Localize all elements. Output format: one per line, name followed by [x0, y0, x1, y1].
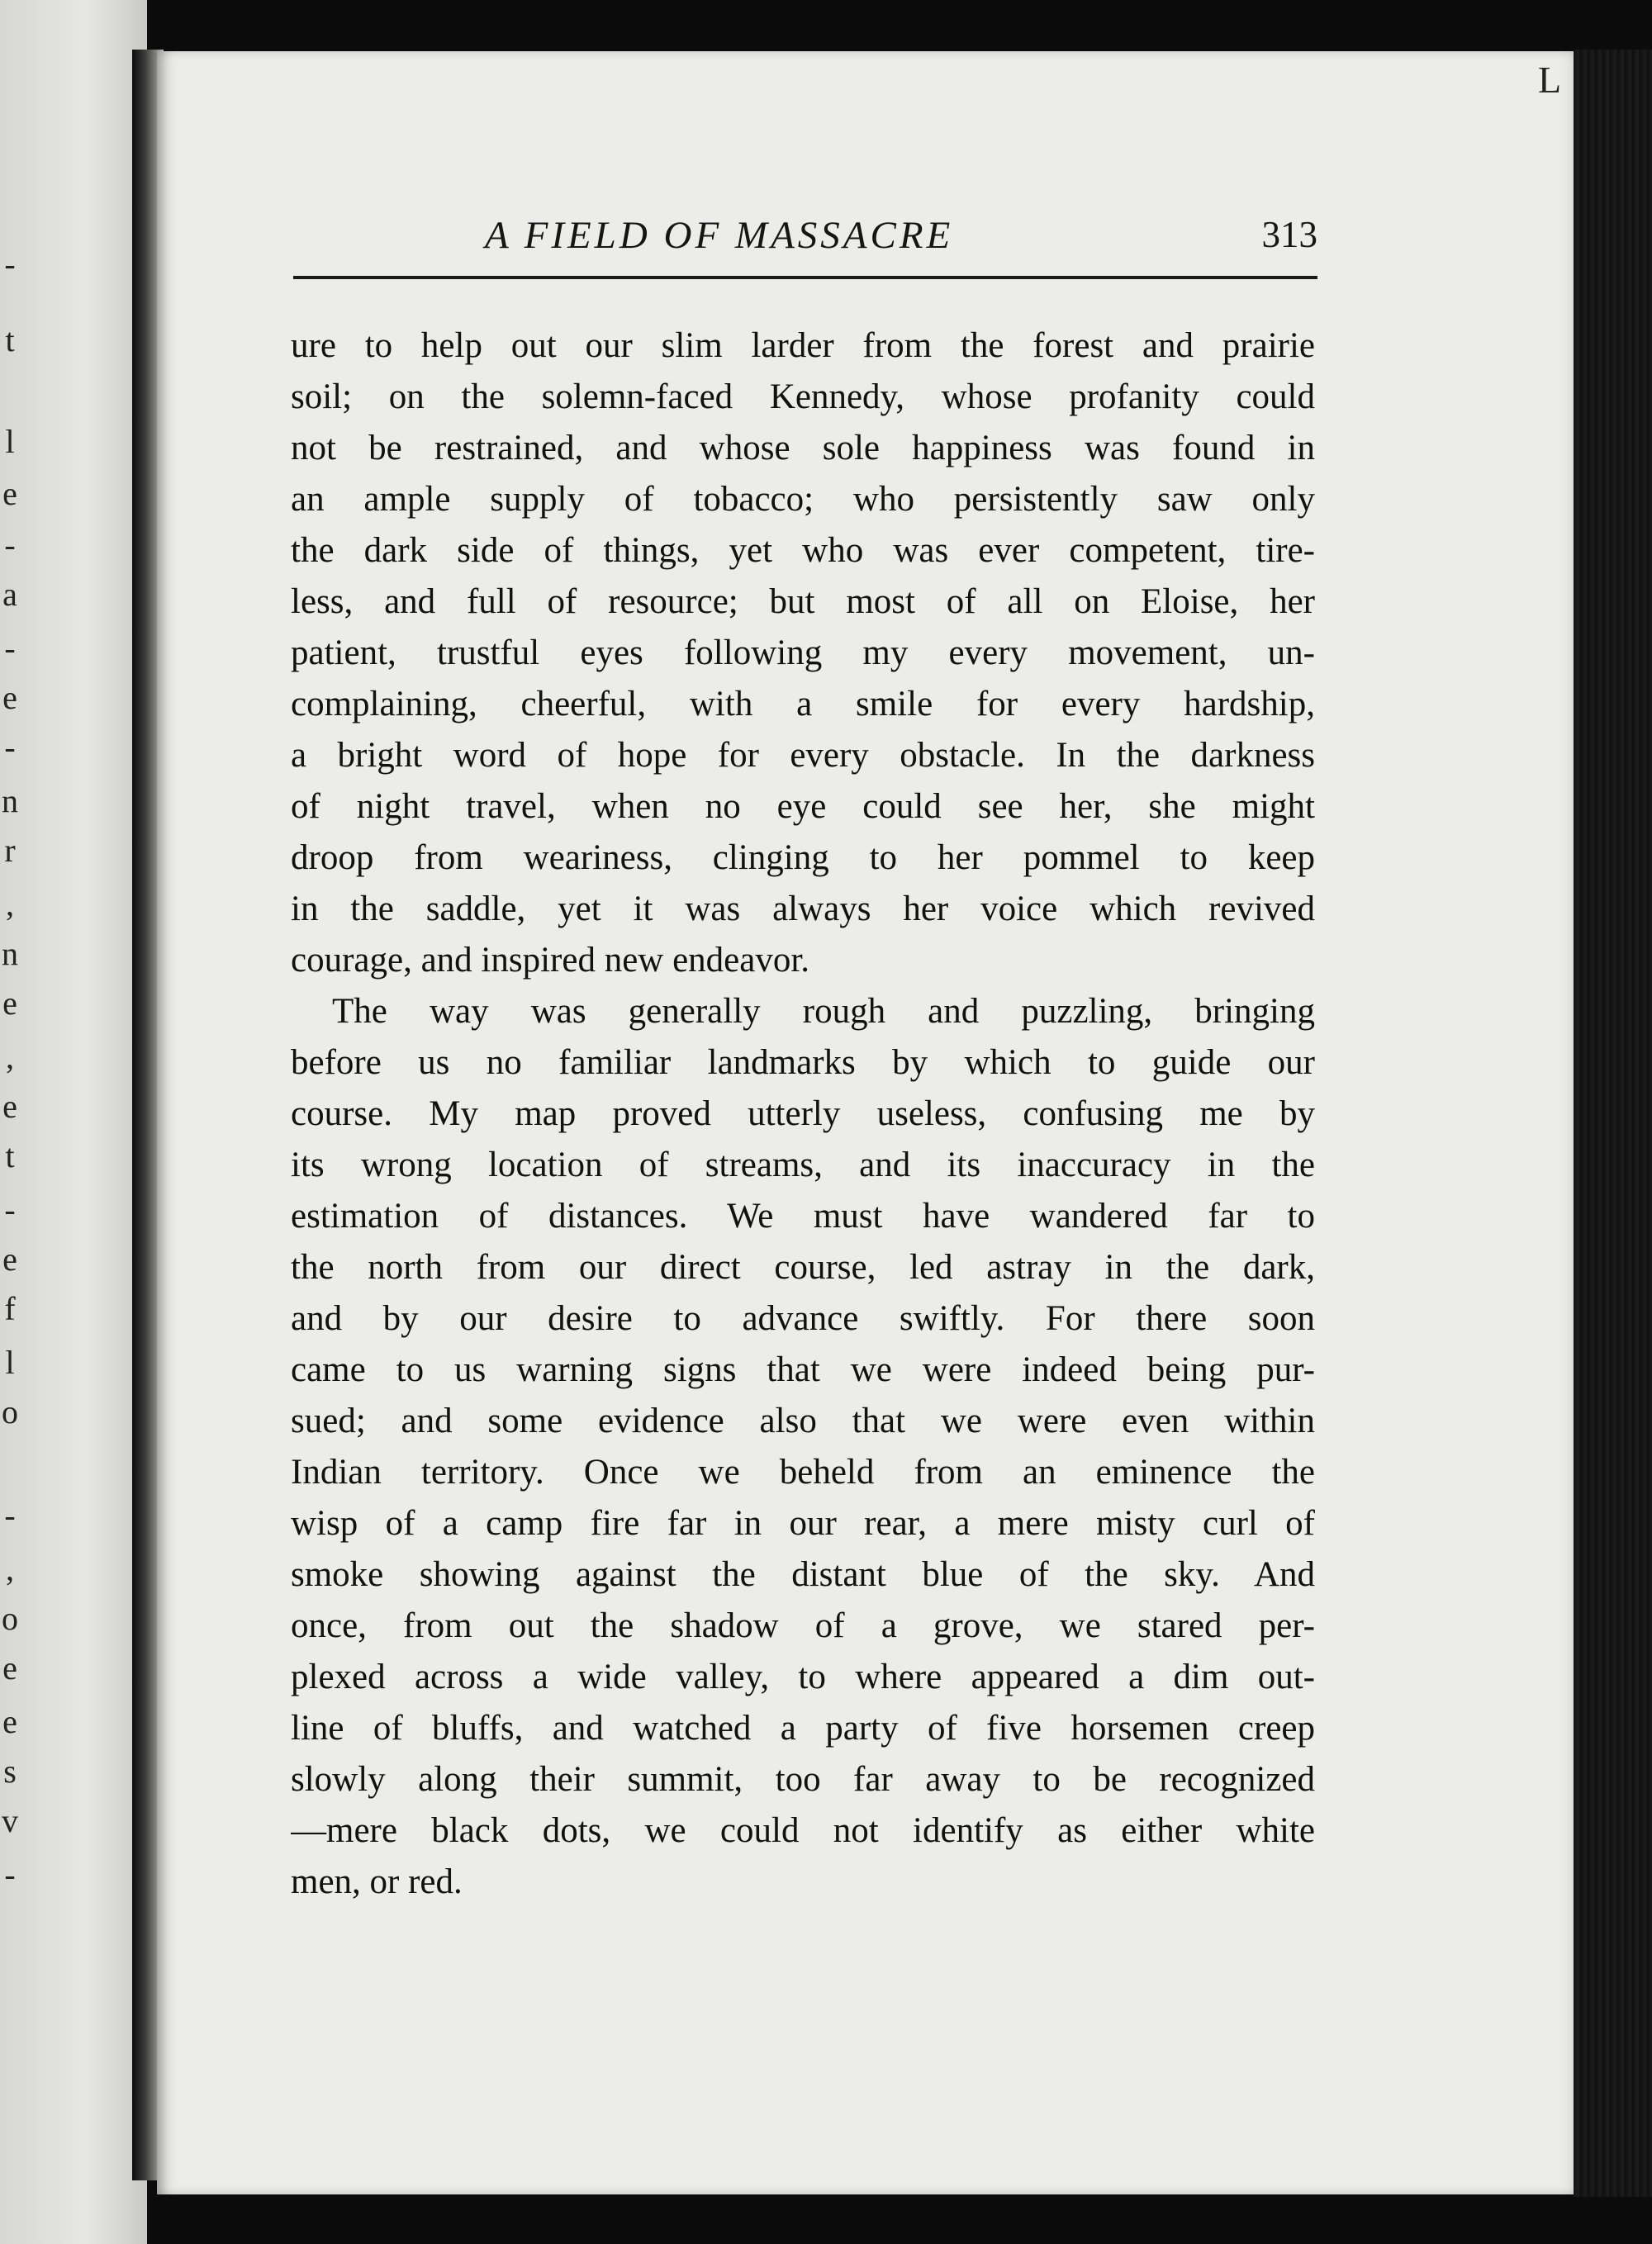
- margin-fragment: e: [2, 475, 17, 512]
- text-line: in the saddle, yet it was always her voice which revived: [291, 890, 1315, 928]
- text-line: plexed across a wide valley, to where appeared a dim out-: [291, 1658, 1315, 1696]
- margin-fragment: e: [2, 1241, 17, 1278]
- margin-fragment: e: [2, 984, 17, 1022]
- text-line: its wrong location of streams, and its inaccuracy in the: [291, 1146, 1315, 1184]
- margin-fragment: a: [2, 576, 17, 613]
- margin-fragment: v: [2, 1802, 18, 1839]
- text-line: the north from our direct course, led astray in the dark,: [291, 1248, 1315, 1287]
- text-line: estimation of distances. We must have wandered far to: [291, 1197, 1315, 1236]
- margin-fragment: n: [2, 782, 18, 819]
- text-line: before us no familiar landmarks by which to guide our: [291, 1043, 1315, 1082]
- text-line: Indian territory. Once we beheld from an eminence the: [291, 1453, 1315, 1492]
- corner-mark: L: [1538, 59, 1562, 101]
- margin-fragment: s: [3, 1753, 17, 1790]
- text-line: not be restrained, and whose sole happiness was found in: [291, 429, 1315, 467]
- margin-fragment: ,: [6, 1038, 14, 1075]
- header-rule: [293, 276, 1317, 279]
- margin-fragment: l: [5, 1344, 15, 1381]
- margin-fragment: ,: [6, 1550, 14, 1587]
- margin-fragment: l: [5, 423, 15, 460]
- text-line: men, or red.: [291, 1862, 463, 1901]
- text-line: The way was generally rough and puzzling, bringing: [332, 992, 1315, 1031]
- text-line: an ample supply of tobacco; who persistently saw only: [291, 480, 1315, 519]
- text-line: came to us warning signs that we were indeed being pur-: [291, 1350, 1315, 1389]
- margin-fragment: o: [2, 1600, 18, 1637]
- text-line: droop from weariness, clinging to her pommel to keep: [291, 838, 1315, 877]
- text-line: smoke showing against the distant blue of the sky. And: [291, 1555, 1315, 1594]
- text-line: less, and full of resource; but most of all on Eloise, her: [291, 582, 1315, 621]
- paragraph: [291, 986, 1315, 1908]
- margin-fragment: r: [4, 832, 16, 869]
- paragraph: [291, 320, 1315, 986]
- text-line: sued; and some evidence also that we were even within: [291, 1402, 1315, 1440]
- margin-fragment: -: [4, 1191, 16, 1228]
- text-line: patient, trustful eyes following my every movement, un-: [291, 633, 1315, 672]
- text-line: a bright word of hope for every obstacle. In the darkness: [291, 736, 1315, 775]
- margin-fragment: -: [4, 1856, 16, 1893]
- margin-fragment: e: [2, 1649, 17, 1687]
- margin-fragment: ,: [6, 885, 14, 923]
- text-line: courage, and inspired new endeavor.: [291, 941, 810, 980]
- margin-fragment: e: [2, 1088, 17, 1125]
- page-number: 313: [1261, 214, 1317, 255]
- margin-fragment: -: [4, 526, 16, 563]
- text-line: and by our desire to advance swiftly. For there soon: [291, 1299, 1315, 1338]
- margin-fragment: t: [5, 321, 15, 358]
- page-stack-edge: [1574, 50, 1652, 2197]
- text-line: —mere black dots, we could not identify as either white: [291, 1811, 1315, 1850]
- body-text: [291, 320, 1315, 1908]
- text-line: line of bluffs, and watched a party of five horsemen creep: [291, 1709, 1315, 1748]
- text-line: soil; on the solemn-faced Kennedy, whose profanity could: [291, 377, 1315, 416]
- margin-fragment: f: [4, 1290, 16, 1327]
- margin-fragment: -: [4, 1497, 16, 1534]
- text-line: the dark side of things, yet who was ever competent, tire-: [291, 531, 1315, 570]
- text-line: wisp of a camp fire far in our rear, a mere misty curl of: [291, 1504, 1315, 1543]
- text-line: complaining, cheerful, with a smile for every hardship,: [291, 685, 1315, 723]
- margin-fragment: o: [2, 1393, 18, 1430]
- text-line: slowly along their summit, too far away to be recognized: [291, 1760, 1315, 1799]
- margin-fragment: e: [2, 1703, 17, 1740]
- page-header: [293, 213, 1317, 271]
- margin-fragment: -: [4, 728, 16, 766]
- text-line: course. My map proved utterly useless, confusing me by: [291, 1094, 1315, 1133]
- text-line: once, from out the shadow of a grove, we stared per-: [291, 1606, 1315, 1645]
- margin-fragment: n: [2, 935, 18, 972]
- margin-fragment: -: [4, 629, 16, 667]
- text-line: ure to help out our slim larder from the forest and prairie: [291, 326, 1315, 365]
- facing-page-edge: [0, 0, 147, 2244]
- margin-fragment: t: [5, 1137, 15, 1174]
- margin-fragment: e: [2, 679, 17, 716]
- running-head: A FIELD OF MASSACRE: [485, 214, 954, 257]
- text-line: of night travel, when no eye could see her, she might: [291, 787, 1315, 826]
- margin-fragment: -: [4, 245, 16, 282]
